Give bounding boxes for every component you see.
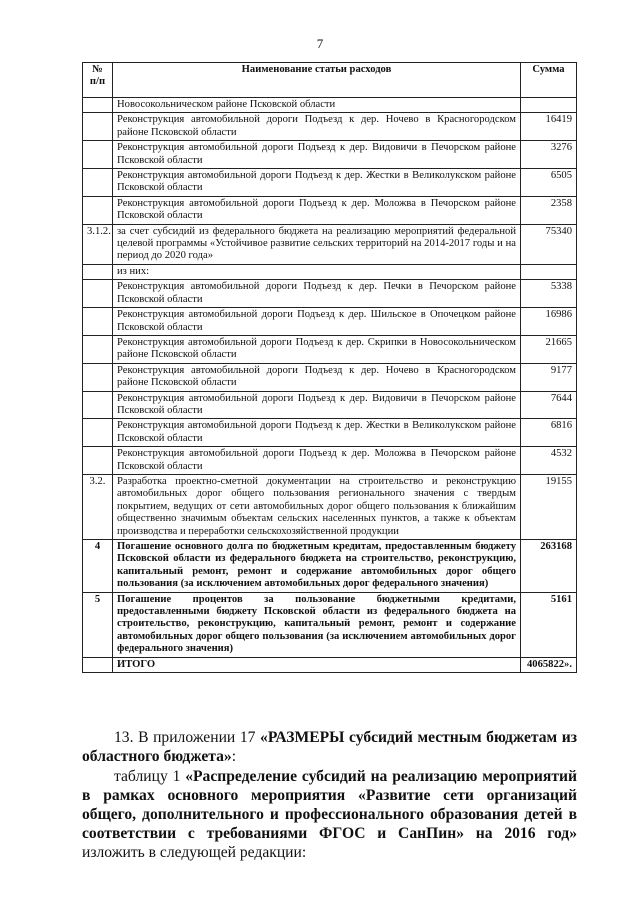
row-sum: 6505 [521,169,577,197]
row-num [83,169,113,197]
row-name: Реконструкция автомобильной дороги Подъезд к дер. Жестки в Великолукском районе Псковской области [113,169,521,197]
table-row [83,419,577,447]
row-name: Реконструкция автомобильной дороги Подъезд к дер. Жестки в Великолукском районе Псковской области [113,419,521,447]
header-sum-label: Сумма [532,64,565,75]
paragraph-13-lead: 13. В приложении 17 [114,729,261,746]
row-num: 5 [83,592,113,657]
table-row [83,196,577,224]
row-name: Реконструкция автомобильной дороги Подъезд к дер. Ночево в Красногородском районе Псковской области [113,363,521,391]
total-sum: 4065822». [521,657,577,672]
table-row [83,391,577,419]
row-name: Реконструкция автомобильной дороги Подъезд к дер. Видовичи в Печорском районе Псковской области [113,391,521,419]
row-num [83,141,113,169]
row-name: Реконструкция автомобильной дороги Подъезд к дер. Видовичи в Печорском районе Псковской области [113,141,521,169]
table-row [83,280,577,308]
row-name: Реконструкция автомобильной дороги Подъезд к дер. Печки в Печорском районе Псковской области [113,280,521,308]
paragraph-table-1-lead: таблицу 1 [114,768,186,785]
table-row [83,363,577,391]
row-num [83,196,113,224]
table-row [83,224,577,264]
table-row [83,540,577,593]
row-num [83,363,113,391]
paragraph-table-1-tail: изложить в следующей редакции: [82,844,307,861]
row-sum: 7644 [521,391,577,419]
table-row [83,474,577,539]
row-num [83,264,113,279]
table-row [83,335,577,363]
table-body [83,98,577,658]
paragraph-13-bold: «РАЗМЕРЫ субсидий местным бюджетам из областного бюджета» [82,729,577,765]
row-sum [521,98,577,113]
paragraph-13 [82,728,577,766]
row-sum: 16986 [521,308,577,336]
row-name: Реконструкция автомобильной дороги Подъезд к дер. Шильское в Опочецком районе Псковской области [113,308,521,336]
header-sum [521,63,577,98]
header-name [113,63,521,98]
row-name: Погашение основного долга по бюджетным кредитам, предоставленным бюджету Псковской области из федерального бюджета на строительство, реконструкцию, капитальный ремонт, ремонт и содержание автомобильных дорог общего пользования (за исключением автомобильных дорог федерального значения) [113,540,521,593]
row-sum: 3276 [521,141,577,169]
row-num [83,98,113,113]
table-header-row [83,63,577,98]
row-name: Погашение процентов за пользование бюджетными кредитами, предоставленными бюджету Псковской области из федерального бюджета на строительство, реконструкцию, капитальный ремонт, ремонт и содержание автомобильных дорог общего пользования (за исключением автомобильных дорог федерального значения) [113,592,521,657]
total-row [83,657,577,672]
row-sum: 4532 [521,447,577,475]
total-num-cell [83,657,113,672]
row-name: Реконструкция автомобильной дороги Подъезд к дер. Моложва в Печорском районе Псковской области [113,196,521,224]
table-row [83,169,577,197]
row-sum: 263168 [521,540,577,593]
row-num: 3.1.2. [83,224,113,264]
table-row [83,592,577,657]
row-name: за счет субсидий из федерального бюджета на реализацию мероприятий федеральной целевой программы «Устойчивое развитие сельских территорий на 2014-2017 годы и на период до 2020 года» [113,224,521,264]
row-sum: 16419 [521,113,577,141]
row-name: Реконструкция автомобильной дороги Подъезд к дер. Скрипки в Новосокольническом районе Псковской области [113,335,521,363]
expenses-table [82,62,577,673]
row-name: Разработка проектно-сметной документации на строительство и реконструкцию автомобильных дорог общего пользования регионального значения с твердым покрытием, ведущих от сети автомобильных дорог общего пользования к ближайшим общественно значимым объектам сельских населенных пунктов, а также к объектам производства и переработки сельскохозяйственной продукции [113,474,521,539]
row-name: Новосокольническом районе Псковской области [113,98,521,113]
paragraph-13-tail: : [231,748,237,765]
row-sum: 9177 [521,363,577,391]
row-num [83,113,113,141]
row-num [83,447,113,475]
row-num: 3.2. [83,474,113,539]
table-row [83,308,577,336]
table-row [83,141,577,169]
paragraph-table-1 [82,767,577,862]
row-sum: 19155 [521,474,577,539]
row-num [83,280,113,308]
row-sum: 75340 [521,224,577,264]
header-name-label: Наименование статьи расходов [241,64,392,75]
paragraph-table-1-bold: «Распределение субсидий на реализацию мероприятий в рамках основного мероприятия «Развитие сети организаций общего, дополнительного и профессионального образования детей в соответствии с требованиями ФГОС и СанПин» на 2016 год» [82,768,577,842]
row-sum: 6816 [521,419,577,447]
row-num: 4 [83,540,113,593]
total-label: ИТОГО [113,657,521,672]
row-num [83,308,113,336]
row-sum: 21665 [521,335,577,363]
page-number: 7 [316,36,324,51]
header-num [83,63,113,98]
row-name: Реконструкция автомобильной дороги Подъезд к дер. Ночево в Красногородском районе Псковской области [113,113,521,141]
row-sum: 5338 [521,280,577,308]
header-num-label: № п/п [89,64,106,88]
row-sum [521,264,577,279]
row-name: Реконструкция автомобильной дороги Подъезд к дер. Моложва в Печорском районе Псковской области [113,447,521,475]
table-row [83,113,577,141]
row-sum: 5161 [521,592,577,657]
row-num [83,335,113,363]
row-num [83,419,113,447]
table-row [83,98,577,113]
table-row [83,264,577,279]
table-row [83,447,577,475]
row-num [83,391,113,419]
row-name: из них: [113,264,521,279]
row-sum: 2358 [521,196,577,224]
